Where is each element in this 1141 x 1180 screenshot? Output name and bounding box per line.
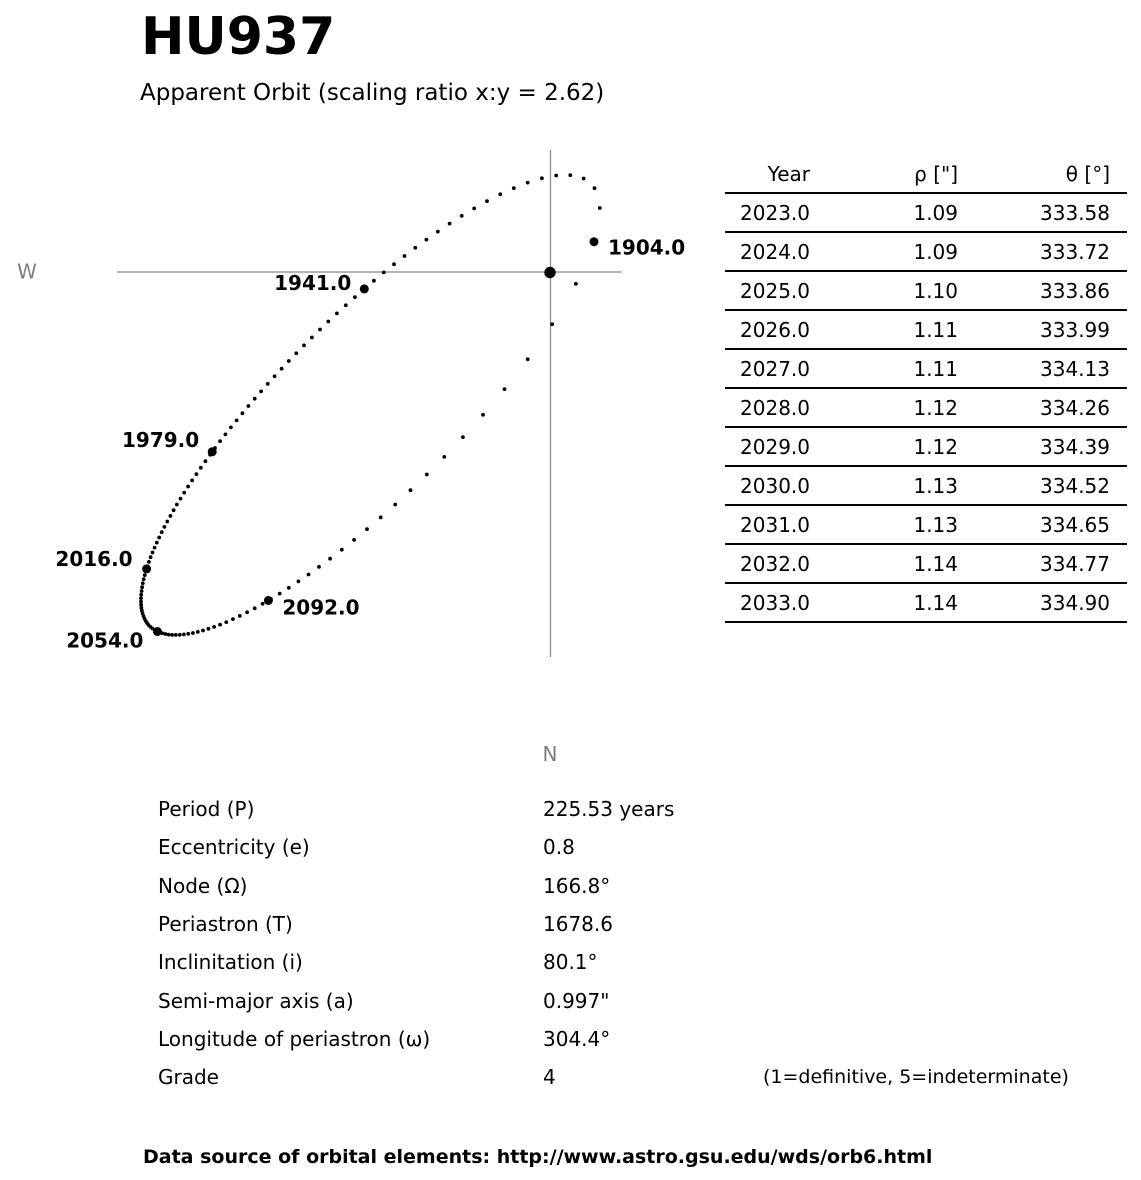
orbit-dot — [139, 593, 143, 597]
orbit-dot — [568, 173, 572, 177]
table-row — [725, 544, 1127, 583]
orbit-dot — [259, 390, 263, 394]
orbit-dot — [157, 536, 161, 540]
orbit-dot — [413, 246, 417, 250]
orbit-dot — [574, 282, 578, 286]
element-row — [158, 989, 878, 1015]
element-value: 80.1° — [543, 950, 598, 975]
orbit-dot — [261, 602, 265, 606]
orbit-dot — [224, 620, 228, 624]
orbit-dot — [151, 551, 155, 555]
orbit-dot — [241, 411, 245, 415]
orbit-dot — [352, 538, 356, 542]
orbit-dot — [403, 254, 407, 258]
orbit-dot — [526, 181, 530, 185]
element-row — [158, 1027, 878, 1053]
orbit-dot — [141, 581, 145, 585]
element-row — [158, 912, 878, 938]
table-row — [725, 193, 1127, 232]
orbit-dot — [280, 367, 284, 371]
orbit-dot — [140, 589, 144, 593]
element-value: 225.53 years — [543, 797, 675, 821]
table-cell: 2029.0 — [725, 427, 827, 466]
element-value: 1678.6 — [543, 911, 613, 936]
orbit-dot — [195, 472, 199, 476]
orbit-dot — [190, 479, 194, 483]
ephemeris-header-theta: θ [°] — [975, 155, 1127, 193]
orbit-dots — [139, 173, 602, 637]
orbit-dot — [344, 303, 348, 307]
table-cell: 2027.0 — [725, 349, 827, 388]
table-cell: 334.13 — [975, 349, 1127, 388]
grade-scale-note: (1=definitive, 5=indeterminate) — [763, 1066, 1069, 1088]
orbit-dot — [318, 328, 322, 332]
orbit-dot — [169, 514, 173, 518]
orbit-dot — [393, 503, 397, 507]
orbit-dot — [143, 573, 147, 577]
orbit-dot — [425, 473, 429, 477]
table-cell: 1.10 — [827, 271, 975, 310]
orbit-dot — [472, 207, 476, 211]
orbit-dot — [165, 520, 169, 524]
table-row — [725, 310, 1127, 349]
orbit-dot — [460, 214, 464, 218]
epoch-label: 2054.0 — [66, 628, 144, 653]
epoch-dot — [142, 564, 151, 573]
orbit-dot — [167, 633, 171, 637]
orbit-dot — [540, 176, 544, 180]
table-row — [725, 427, 1127, 466]
element-label: Node (Ω) — [158, 873, 248, 898]
orbit-dot — [335, 312, 339, 316]
page-subtitle: Apparent Orbit (scaling ratio x:y = 2.62) — [140, 80, 605, 106]
orbit-dot — [191, 631, 195, 635]
table-cell: 2030.0 — [725, 466, 827, 505]
table-cell: 2025.0 — [725, 271, 827, 310]
table-cell: 1.14 — [827, 583, 975, 622]
orbit-dot — [175, 503, 179, 507]
table-cell: 333.72 — [975, 232, 1127, 271]
element-value: 304.4° — [543, 1026, 611, 1051]
table-cell: 2033.0 — [725, 583, 827, 622]
epoch-label: 1979.0 — [122, 427, 200, 452]
orbit-dot — [379, 516, 383, 520]
epoch-dot — [208, 447, 217, 456]
orbit-dot — [526, 357, 530, 361]
orbit-dot — [153, 546, 157, 550]
orbit-dot — [142, 577, 146, 581]
element-row — [158, 797, 878, 823]
orbit-dot — [503, 387, 507, 391]
table-cell: 1.09 — [827, 193, 975, 232]
epoch-label: 1941.0 — [274, 270, 352, 295]
orbit-dot — [218, 623, 222, 627]
orbit-dot — [172, 508, 176, 512]
orbit-dot — [297, 580, 301, 584]
epoch-dot — [153, 627, 162, 636]
orbit-dot — [326, 320, 330, 324]
orbit-dot — [485, 199, 489, 203]
table-cell: 1.14 — [827, 544, 975, 583]
epoch-label: 2092.0 — [282, 595, 360, 620]
table-cell: 1.09 — [827, 232, 975, 271]
orbit-dot — [382, 271, 386, 275]
element-label: Period (P) — [158, 797, 255, 821]
orbit-dot — [498, 192, 502, 196]
north-direction-label: N — [542, 742, 558, 766]
element-row — [158, 950, 878, 976]
orbit-dot — [231, 617, 235, 621]
element-value: 0.997" — [543, 988, 610, 1013]
orbit-dot — [174, 633, 178, 637]
orbit-dot — [186, 485, 190, 489]
orbit-dot — [481, 413, 485, 417]
orbit-dot — [593, 186, 597, 190]
orbit-dot — [448, 222, 452, 226]
ephemeris-header-row — [725, 155, 1127, 193]
ephemeris-header-rho: ρ ["] — [827, 155, 975, 193]
orbit-dot — [442, 455, 446, 459]
orbit-dot — [340, 548, 344, 552]
orbit-dot — [201, 629, 205, 633]
orbit-dot — [461, 435, 465, 439]
element-label: Inclinitation (i) — [158, 950, 303, 975]
orbit-dot — [582, 177, 586, 181]
table-cell: 1.13 — [827, 505, 975, 544]
element-value: 166.8° — [543, 873, 611, 898]
west-direction-label: W — [17, 259, 37, 284]
orbit-dot — [218, 439, 222, 443]
table-cell: 1.12 — [827, 427, 975, 466]
table-cell: 334.77 — [975, 544, 1127, 583]
ephemeris-table — [725, 155, 1127, 623]
orbit-dot — [147, 560, 151, 564]
orbit-dot — [554, 174, 558, 178]
orbit-dot — [307, 573, 311, 577]
epoch-dot — [360, 284, 369, 293]
table-cell: 1.11 — [827, 349, 975, 388]
orbit-dot — [425, 238, 429, 242]
table-cell: 334.65 — [975, 505, 1127, 544]
orbit-dot — [160, 530, 164, 534]
table-cell: 334.39 — [975, 427, 1127, 466]
orbit-dot — [170, 633, 174, 637]
page-title: HU937 — [141, 7, 336, 67]
orbit-dot — [182, 491, 186, 495]
table-row — [725, 388, 1127, 427]
table-cell: 1.11 — [827, 310, 975, 349]
table-cell: 1.13 — [827, 466, 975, 505]
orbit-dot — [409, 488, 413, 492]
orbit-dot — [278, 592, 282, 596]
orbit-dot — [266, 382, 270, 386]
element-label: Eccentricity (e) — [158, 835, 310, 860]
table-cell: 334.52 — [975, 466, 1127, 505]
table-row — [725, 349, 1127, 388]
epoch-dot — [590, 237, 599, 246]
table-cell: 2032.0 — [725, 544, 827, 583]
orbit-dot — [139, 596, 143, 600]
table-cell: 2023.0 — [725, 193, 827, 232]
orbit-dot — [196, 630, 200, 634]
table-cell: 2028.0 — [725, 388, 827, 427]
table-row — [725, 583, 1127, 622]
orbit-dot — [372, 279, 376, 283]
orbit-dot — [550, 322, 554, 326]
element-row — [158, 874, 878, 900]
table-cell: 334.26 — [975, 388, 1127, 427]
element-label: Periastron (T) — [158, 911, 293, 936]
orbit-dot — [155, 541, 159, 545]
origin-star-dot — [544, 267, 555, 278]
data-source-note: Data source of orbital elements: http://www.astro.gsu.edu/wds/orb6.html — [143, 1146, 933, 1168]
orbit-dot — [179, 497, 183, 501]
orbit-dot — [302, 344, 306, 348]
table-row — [725, 505, 1127, 544]
orbit-dot — [235, 419, 239, 423]
orbit-dot — [182, 633, 186, 637]
table-row — [725, 271, 1127, 310]
table-cell: 333.99 — [975, 310, 1127, 349]
orbit-dot — [212, 625, 216, 629]
table-cell: 333.58 — [975, 193, 1127, 232]
table-row — [725, 232, 1127, 271]
orbit-dot — [287, 359, 291, 363]
table-row — [725, 466, 1127, 505]
orbit-dot — [310, 336, 314, 340]
orbit-dot — [392, 262, 396, 266]
orbit-dot — [238, 614, 242, 618]
orbit-dot — [178, 633, 182, 637]
orbit-dot — [365, 527, 369, 531]
table-cell: 334.90 — [975, 583, 1127, 622]
element-value: 4 — [543, 1065, 556, 1090]
ephemeris-header-year: Year — [725, 155, 827, 193]
orbit-dot — [317, 565, 321, 569]
orbit-dot — [273, 374, 277, 378]
orbit-dot — [253, 397, 257, 401]
orbit-dot — [149, 555, 153, 559]
orbit-dot — [287, 586, 291, 590]
epoch-dot — [264, 596, 273, 605]
table-cell: 2031.0 — [725, 505, 827, 544]
epoch-label: 1904.0 — [608, 235, 686, 260]
element-label: Longitude of periastron (ω) — [158, 1026, 431, 1051]
table-cell: 2024.0 — [725, 232, 827, 271]
orbit-dot — [353, 295, 357, 299]
orbit-dot — [186, 632, 190, 636]
element-value: 0.8 — [543, 835, 575, 860]
orbit-dot — [163, 525, 167, 529]
orbit-dot — [224, 433, 228, 437]
orbit-dot — [199, 466, 203, 470]
orbit-dot — [294, 351, 298, 355]
orbit-dot — [140, 585, 144, 589]
orbit-dot — [204, 459, 208, 463]
element-label: Grade — [158, 1065, 219, 1090]
table-cell: 1.12 — [827, 388, 975, 427]
table-cell: 333.86 — [975, 271, 1127, 310]
table-cell: 2026.0 — [725, 310, 827, 349]
orbit-dot — [207, 627, 211, 631]
orbit-dot — [245, 610, 249, 614]
element-label: Semi-major axis (a) — [158, 988, 354, 1013]
orbit-dot — [253, 606, 257, 610]
orbit-dot — [598, 206, 602, 210]
orbit-dot — [164, 632, 168, 636]
orbit-dot — [229, 426, 233, 430]
orbit-dot — [512, 186, 516, 190]
orbit-dot — [436, 230, 440, 234]
orbit-dot — [247, 404, 251, 408]
orbit-dot — [328, 557, 332, 561]
epoch-label: 2016.0 — [55, 546, 133, 571]
element-row — [158, 835, 878, 861]
